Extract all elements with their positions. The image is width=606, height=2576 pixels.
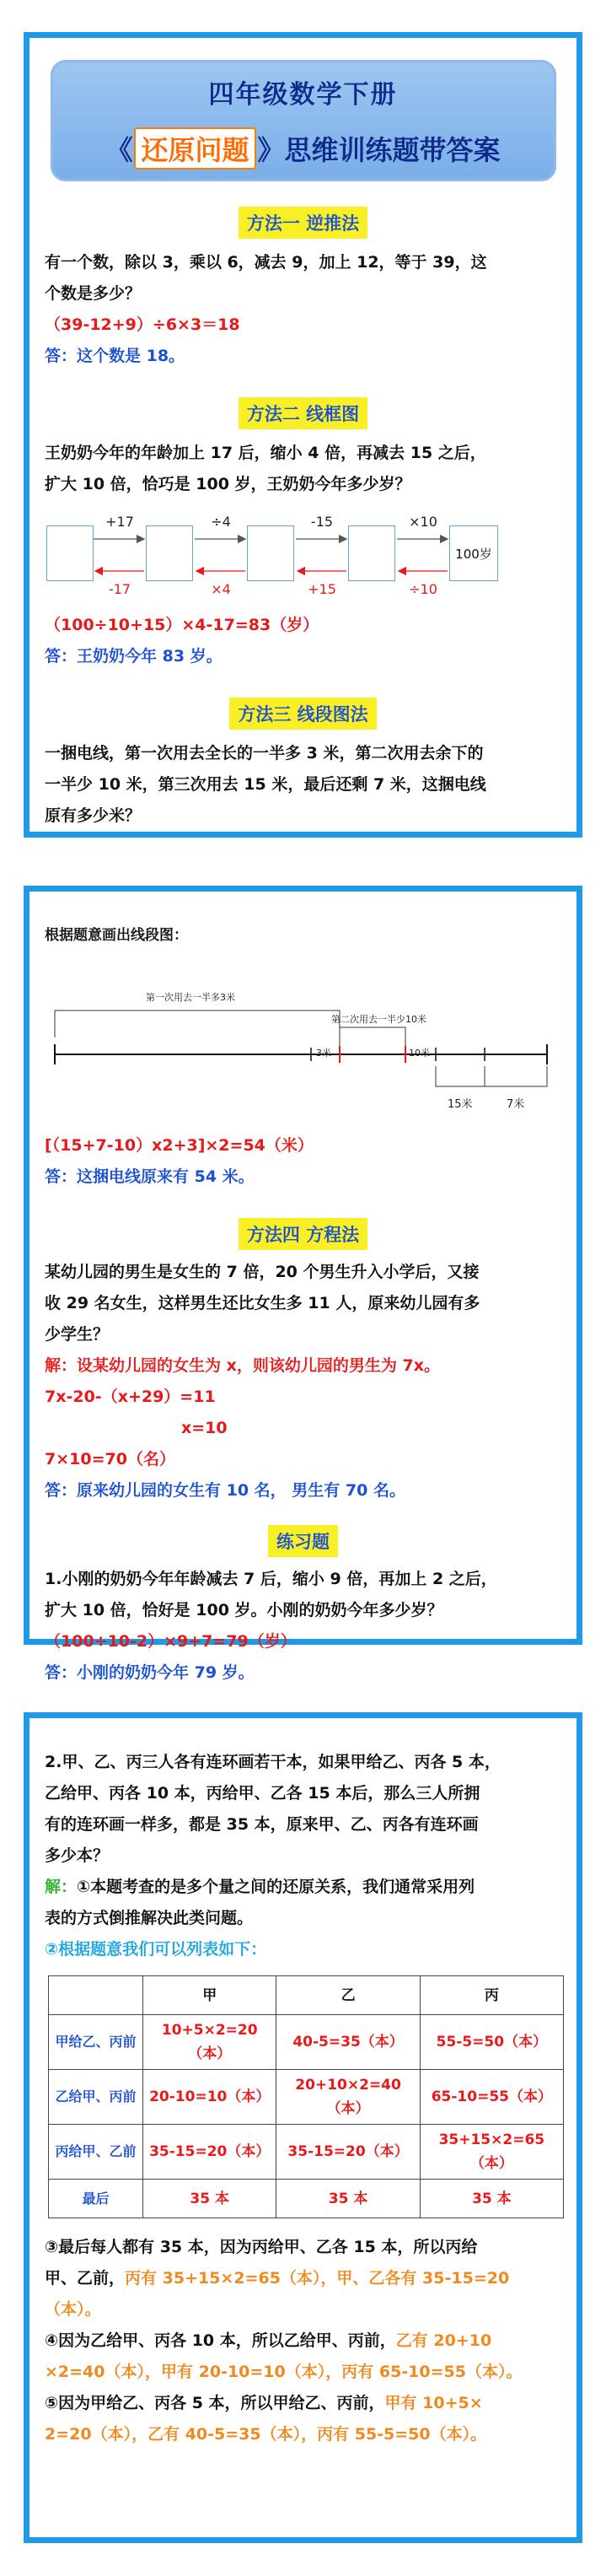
answer-table: [48, 1975, 564, 2218]
method2-calc: （100÷10+15）×4-17=83（岁）: [45, 616, 319, 634]
subtitle-bracket: 《: [105, 134, 133, 166]
method2-solution: [29, 610, 577, 672]
flow-box-final: 100岁: [449, 525, 498, 581]
exercise-2-question: 2.甲、乙、丙三人各有连环画若干本，如果甲给乙、丙各 5 本， 乙给甲、丙各 10 本，丙给甲、乙各 15 本后，那么三人所拥 有的连环画一样多，都是 35 本，原来甲、乙、丙各有连环画 多少本？ 解：①本题考查的是多个量之间的还原关系，我们通常采用列 表的方式倒推解决此类问题。 ②根据题意我们可以列表如下：: [29, 1747, 577, 1965]
table-row: 丙给甲、乙前 35-15=20（本） 35-15=20（本） 35+15×2=65（本）: [49, 2125, 564, 2180]
exercise-2-steps: ③最后每人都有 35 本，因为丙给甲、乙各 15 本，所以丙给 甲、乙前，丙有 35+15×2=65（本），甲、乙各有 35-15=20 （本）。 ④因为乙给甲、丙各 10 本，所以乙给甲、丙前，乙有 20+10 ×2=40（本），甲有 20-10=10（本），丙有 65-10=55（本）。 ⑤因为甲给乙、丙各 5 本，所以甲给乙、丙前，甲有 10+5× 2=20（本），乙有 40-5=35（本），丙有 55-5=50（本）。: [45, 2238, 523, 2444]
flow-op-top-3: -15: [310, 514, 334, 530]
segment-intro: 根据题意画出线段图：: [45, 927, 188, 944]
method3-heading: 方法三 线段图法: [29, 698, 577, 730]
method4-step-3: x=10: [181, 1419, 228, 1437]
seg-label-first: 第一次用去一半多3米: [146, 992, 235, 1003]
subtitle-rest: 》思维训练题带答案: [257, 134, 501, 166]
seg-label-second: 第二次用去一半少10米: [331, 1014, 426, 1025]
seg-label-10m: 10米: [409, 1048, 430, 1059]
flow-op-bot-3: +15: [308, 581, 336, 597]
method1-heading: 方法一 逆推法: [29, 207, 577, 239]
table-row: 甲给乙、丙前 10+5×2=20（本） 40-5=35（本） 55-5=50（本）: [49, 2015, 564, 2070]
flow-diagram: [45, 512, 561, 605]
method3-question: 一捆电线，第一次用去全长的一半多 3 米，第二次用去余下的 一半少 10 米，第三次用去 15 米，最后还剩 7 米，这捆电线 原有多少米？: [45, 744, 486, 825]
method3-calc: [（15+7-10）x2+3]×2=54（米）: [45, 1136, 314, 1155]
method1-question: 有一个数，除以 3，乘以 6，减去 9，加上 12，等于 39，这 个数是多少？ （39-12+9）÷6×3＝18 答：这个数是 18。: [29, 247, 577, 372]
panel-2: [24, 886, 582, 1682]
panel-3: [24, 1712, 582, 2543]
method2-heading: 方法二 线框图: [29, 397, 577, 429]
method3-answer: 答：这捆电线原来有 54 米。: [45, 1167, 255, 1186]
flow-op-top-4: ×10: [409, 514, 437, 530]
method4-step-1: 解：设某幼儿园的女生为 x，则该幼儿园的男生为 7x。: [45, 1356, 440, 1375]
exercise-heading: 练习题: [29, 1525, 577, 1557]
exercise-1: 1.小刚的奶奶今年年龄减去 7 后，缩小 9 倍，再加上 2 之后， 扩大 10 倍，恰好是 100 岁。小刚的奶奶今年多少岁？ （100÷10-2）×9+7=79（岁） 答：小刚的奶奶今年 79 岁。: [29, 1564, 577, 1689]
method2-question: 王奶奶今年的年龄加上 17 后，缩小 4 倍，再减去 15 之后， 扩大 10 倍，恰巧是 100 岁，王奶奶今年多少岁？: [45, 444, 486, 493]
method4-heading: 方法四 方程法: [29, 1218, 577, 1250]
exercise-1-calc: （100÷10-2）×9+7=79（岁）: [45, 1632, 297, 1651]
table-row: 最后 35 本 35 本 35 本: [49, 2180, 564, 2218]
flow-op-top-1: +17: [105, 514, 134, 530]
exercise-2-step-2: ②根据题意我们可以列表如下：: [45, 1940, 267, 1959]
exercise-1-answer: 答：小刚的奶奶今年 79 岁。: [45, 1663, 255, 1682]
flow-box-3: [247, 525, 294, 581]
panel-1: [24, 32, 582, 838]
method1-calc: （39-12+9）÷6×3＝18: [45, 315, 240, 334]
title-banner: [51, 60, 556, 181]
seg-label-15m: 15米: [448, 1098, 473, 1111]
method4-body: 某幼儿园的男生是女生的 7 倍，20 个男生升入小学后，又接 收 29 名女生，这样男生还比女生多 11 人，原来幼儿园有多 少学生？ 解：设某幼儿园的女生为 x，则该幼儿园的男生为 7x。 7x-20-（x+29）=11 x=10 7×10=70（名） 答：原来幼儿园的女生有 10 名， 男生有 70 名。: [29, 1257, 577, 1506]
method1-answer: 答：这个数是 18。: [45, 347, 185, 365]
flow-op-bot-4: ÷10: [409, 581, 437, 597]
page-subtitle: [51, 127, 556, 170]
method4-step-2: 7x-20-（x+29）=11: [45, 1388, 216, 1406]
flow-op-bot-1: -17: [108, 581, 131, 597]
table-row: 乙给甲、丙前 20-10=10（本） 20+10×2=40（本） 65-10=55（本）: [49, 2070, 564, 2125]
table-header-row: 甲 乙 丙: [49, 1976, 564, 2015]
flow-op-bot-2: ×4: [211, 581, 231, 597]
flow-box-4: [348, 525, 395, 581]
method2-answer: 答：王奶奶今年 83 岁。: [45, 647, 223, 666]
flow-box-1: [46, 525, 94, 581]
segment-diagram: [45, 960, 561, 1145]
seg-label-7m: 7米: [507, 1098, 525, 1111]
subtitle-highlight: 还原问题: [134, 127, 255, 170]
exercise-2-step-1: 解：①本题考查的是多个量之间的还原关系，我们通常采用列: [45, 1878, 475, 1896]
seg-label-3m: 3米: [316, 1048, 331, 1059]
flow-box-2: [146, 525, 193, 581]
segment-lines: [45, 960, 573, 1145]
flow-op-top-2: ÷4: [211, 514, 231, 530]
method4-step-4: 7×10=70（名）: [45, 1450, 175, 1469]
page-title: 四年级数学下册: [208, 80, 398, 110]
method4-answer: 答：原来幼儿园的女生有 10 名， 男生有 70 名。: [45, 1481, 405, 1500]
